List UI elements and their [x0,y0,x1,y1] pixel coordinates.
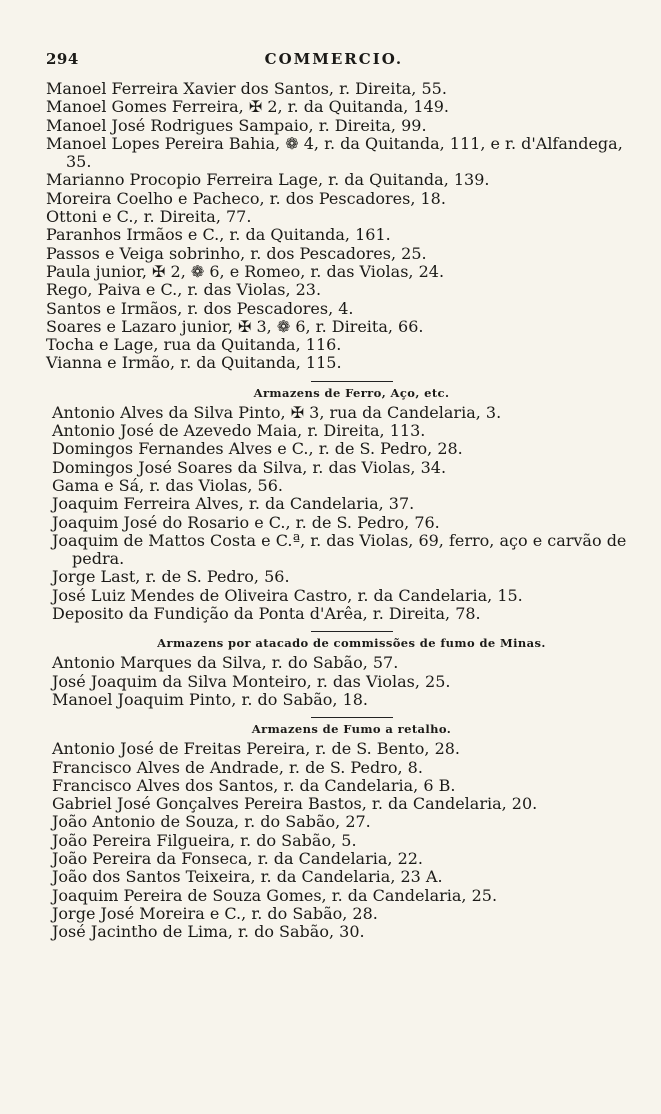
section-divider [311,381,393,382]
entry-list-top [46,80,633,373]
entry-list-atacado [46,654,633,709]
list-item: Antonio Alves da Silva Pinto, ✠ 3, rua da Candelaria, 3. [52,402,502,422]
list-item: Soares e Lazaro junior, ✠ 3, ❁ 6, r. Direita, 66. [46,316,424,336]
list-item: Manoel José Rodrigues Sampaio, r. Direita, 99. [46,115,427,135]
list-item: Joaquim Ferreira Alves, r. da Candelaria, 37. [52,494,415,514]
list-item: Rego, Paiva e C., r. das Violas, 23. [46,280,322,300]
list-item: Domingos José Soares da Silva, r. das Violas, 34. [52,457,447,477]
entry-list-retalho [46,740,633,941]
list-item: Antonio Marques da Silva, r. do Sabão, 57. [52,653,399,673]
list-item: João Antonio de Souza, r. do Sabão, 27. [52,812,371,832]
list-item: Jorge José Moreira e C., r. do Sabão, 28. [52,903,378,923]
list-item: Ottoni e C., r. Direita, 77. [46,207,252,227]
list-item: Marianno Procopio Ferreira Lage, r. da Quitanda, 139. [46,170,490,190]
list-item: Antonio José de Azevedo Maia, r. Direita, 113. [52,421,426,441]
section-divider [311,631,393,632]
list-item: Paranhos Irmãos e C., r. da Quitanda, 161. [46,225,391,245]
list-item: Francisco Alves dos Santos, r. da Candelaria, 6 B. [52,775,456,795]
list-item: João Pereira da Fonseca, r. da Candelaria, 22. [52,848,424,868]
list-item: José Jacintho de Lima, r. do Sabão, 30. [52,922,365,942]
list-item: Domingos Fernandes Alves e C., r. de S. Pedro, 28. [52,439,463,459]
list-item: Gabriel José Gonçalves Pereira Bastos, r. da Candelaria, 20. [52,794,538,814]
list-item: Tocha e Lage, rua da Quitanda, 116. [46,335,342,355]
list-item: Moreira Coelho e Pacheco, r. dos Pescadores, 18. [46,188,446,208]
section-heading-retalho: Armazens de Fumo a retalho. [251,722,452,737]
list-item: Jorge Last, r. de S. Pedro, 56. [52,567,290,587]
list-item: José Luiz Mendes de Oliveira Castro, r. da Candelaria, 15. [52,585,523,605]
list-item: Manoel Lopes Pereira Bahia, ❁ 4, r. da Quitanda, 111, e r. d'Alfandega, 35. [46,133,623,172]
list-item: Manoel Joaquim Pinto, r. do Sabão, 18. [52,689,369,709]
list-item: João dos Santos Teixeira, r. da Candelaria, 23 A. [52,867,443,887]
page-number: 294 [46,50,79,68]
list-item: Vianna e Irmão, r. da Quitanda, 115. [46,353,342,373]
section-divider [311,717,393,718]
list-item: Santos e Irmãos, r. dos Pescadores, 4. [46,298,354,318]
list-item: Paula junior, ✠ 2, ❁ 6, e Romeo, r. das Violas, 24. [46,261,445,281]
list-item: Manoel Gomes Ferreira, ✠ 2, r. da Quitanda, 149. [46,97,449,117]
running-title: COMMERCIO. [264,50,404,68]
section-heading-atacado: Armazens por atacado de commissões de fumo de Minas. [157,636,546,651]
list-item: Passos e Veiga sobrinho, r. dos Pescadores, 25. [46,243,427,263]
list-item: Deposito da Fundição da Ponta d'Arêa, r. Direita, 78. [52,604,481,624]
list-item: Joaquim Pereira de Souza Gomes, r. da Candelaria, 25. [52,885,498,905]
list-item: Francisco Alves de Andrade, r. de S. Pedro, 8. [52,757,423,777]
list-item: Gama e Sá, r. das Violas, 56. [52,475,283,495]
list-item: Joaquim José do Rosario e C., r. de S. Pedro, 76. [52,512,440,532]
entry-list-ferro [46,404,633,624]
section-heading-ferro: Armazens de Ferro, Aço, etc. [253,385,450,400]
list-item: Joaquim de Mattos Costa e C.ª, r. das Violas, 69, ferro, aço e carvão de pedra. [52,530,627,569]
list-item: Manoel Ferreira Xavier dos Santos, r. Direita, 55. [46,79,447,98]
list-item: José Joaquim da Silva Monteiro, r. das Violas, 25. [52,671,451,691]
list-item: Antonio José de Freitas Pereira, r. de S. Bento, 28. [52,739,461,759]
page-header [46,50,633,80]
list-item: João Pereira Filgueira, r. do Sabão, 5. [52,830,357,850]
